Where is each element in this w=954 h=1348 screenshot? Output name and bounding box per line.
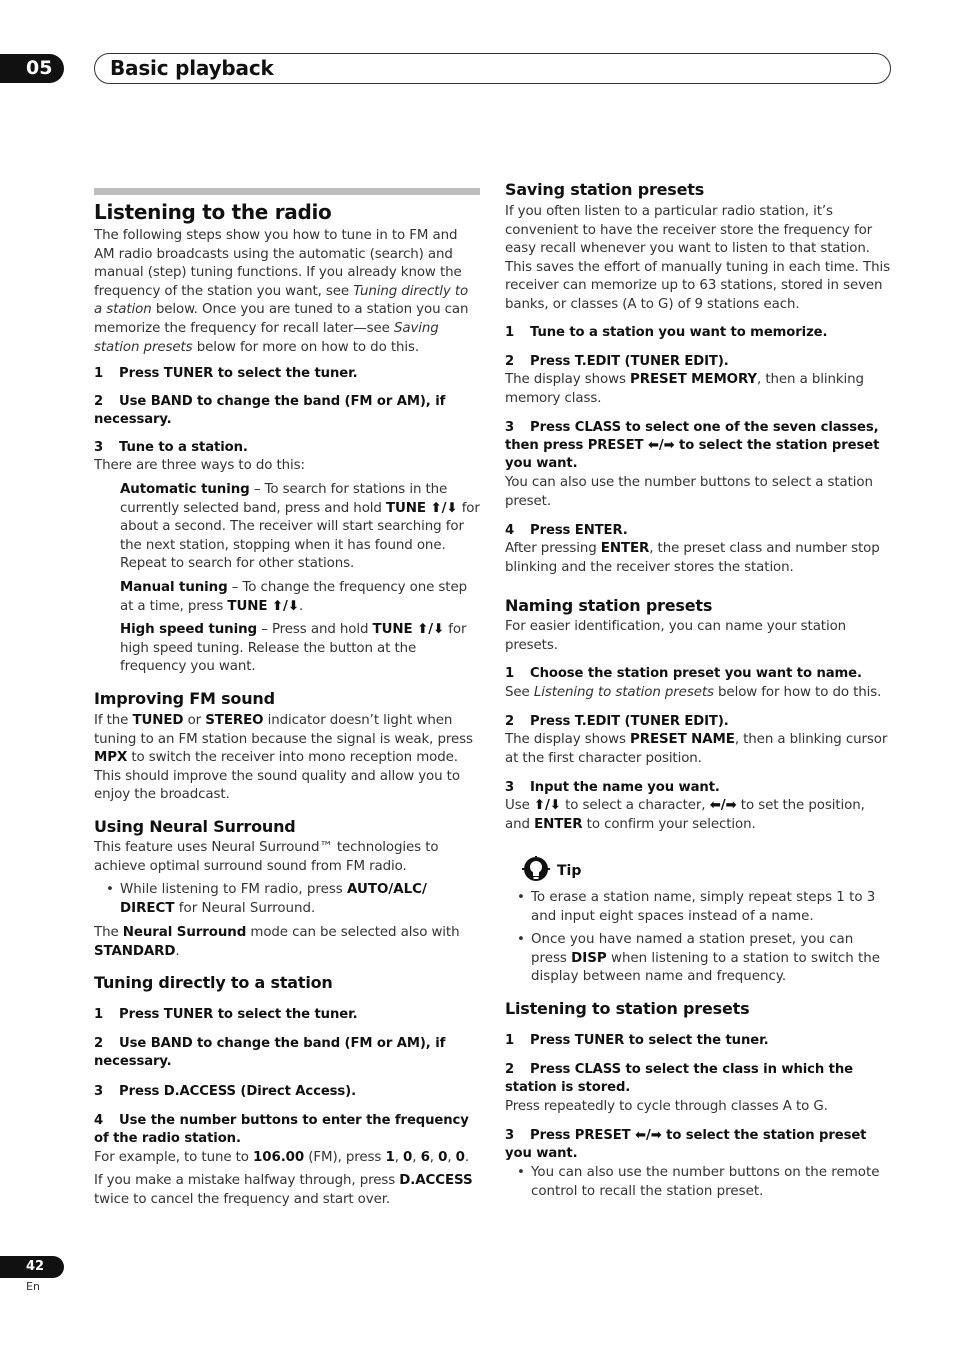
- name-step-2: 2 Press T.EDIT (TUNER EDIT).: [505, 714, 729, 729]
- tip-bullet-2: • Once you have named a station preset, you can press DISP when listening to a station to switch the display between name and frequency.: [505, 931, 891, 987]
- heading-listening-presets: Listening to station presets: [505, 999, 750, 1018]
- link-tuning-directly: Tuning directly to a station: [94, 283, 469, 318]
- lightbulb-tip-icon: [522, 856, 550, 884]
- save-step-2-text: The display shows PRESET MEMORY, then a blinking memory class.: [505, 372, 864, 406]
- step-3: 3 Tune to a station.: [94, 440, 248, 455]
- heading-naming-presets: Naming station presets: [505, 596, 713, 615]
- heading-neural-surround: Using Neural Surround: [94, 817, 296, 836]
- page-language: En: [26, 1280, 40, 1293]
- name-step-3-text: Use ⬆/⬇ to select a character, ⬅/➡ to set the position, and ENTER to confirm your selection.: [505, 798, 865, 832]
- listen-step-2-text: Press repeatedly to cycle through classes A to G.: [505, 1099, 828, 1114]
- save-step-3-text: You can also use the number buttons to select a station preset.: [505, 475, 873, 509]
- intro-paragraph: The following steps show you how to tune in to FM and AM radio broadcasts using the automatic (search) and manual (step) tuning functions. If you already know the frequency of the station you want, see Tuning directly to a station below. Once you are tuned to a station you can memorize the frequency for recall later—see Saving station presets below for more on how to do this.: [94, 228, 469, 355]
- neural-surround-note: The Neural Surround mode can be selected also with STANDARD.: [94, 925, 460, 959]
- chapter-title: Basic playback: [110, 56, 274, 80]
- listen-step-3-bullet: • You can also use the number buttons on the remote control to recall the station preset.: [505, 1164, 891, 1201]
- listen-step-2: 2 Press CLASS to select the class in which the station is stored.: [505, 1062, 853, 1095]
- section-title-listening-radio: Listening to the radio: [94, 200, 332, 224]
- name-step-1-text: See Listening to station presets below for how to do this.: [505, 685, 882, 700]
- tip-bullet-1: • To erase a station name, simply repeat steps 1 to 3 and input eight spaces instead of a name.: [505, 889, 891, 926]
- direct-step-2: 2 Use BAND to change the band (FM or AM), if necessary.: [94, 1036, 446, 1069]
- name-step-2-text: The display shows PRESET NAME, then a blinking cursor at the first character position.: [505, 732, 888, 766]
- save-step-4-text: After pressing ENTER, the preset class and number stop blinking and the receiver stores the station.: [505, 541, 880, 575]
- page-number: 42: [26, 1259, 45, 1274]
- step-2: 2 Use BAND to change the band (FM or AM), if necessary.: [94, 394, 446, 427]
- manual-tuning-paragraph: Manual tuning – To change the frequency one step at a time, press TUNE ⬆/⬇.: [120, 580, 467, 614]
- chapter-title-box: [94, 53, 891, 84]
- section-rule: [94, 188, 480, 195]
- improving-fm-paragraph: If the TUNED or STEREO indicator doesn’t light when tuning to an FM station because the signal is weak, press MPX to switch the receiver into mono reception mode. This should improve the sound quality and allow you to enjoy the broadcast.: [94, 713, 473, 803]
- heading-saving-presets: Saving station presets: [505, 180, 705, 199]
- save-step-1: 1 Tune to a station you want to memorize.: [505, 325, 828, 340]
- direct-step-4: 4 Use the number buttons to enter the frequency of the radio station.: [94, 1113, 469, 1146]
- automatic-tuning-paragraph: Automatic tuning – To search for stations in the currently selected band, press and hold TUNE ⬆/⬇ for about a second. The receiver will start searching for the next station, stopping when it has found one. Repeat to search for other stations.: [120, 482, 480, 572]
- chapter-number: 05: [26, 57, 53, 79]
- heading-tuning-directly: Tuning directly to a station: [94, 973, 333, 992]
- name-step-1: 1 Choose the station preset you want to name.: [505, 666, 862, 681]
- neural-surround-bullet: • While listening to FM radio, press AUTO/ALC/ DIRECT for Neural Surround.: [94, 881, 480, 918]
- page-number-badge: [0, 1256, 64, 1278]
- listen-step-1: 1 Press TUNER to select the tuner.: [505, 1033, 769, 1048]
- step-1: 1 Press TUNER to select the tuner.: [94, 366, 358, 381]
- name-step-3: 3 Input the name you want.: [505, 780, 720, 795]
- direct-step-1: 1 Press TUNER to select the tuner.: [94, 1007, 358, 1022]
- direct-step-3: 3 Press D.ACCESS (Direct Access).: [94, 1084, 356, 1099]
- chapter-number-badge: [0, 54, 64, 83]
- listen-step-3: 3 Press PRESET ⬅/➡ to select the station preset you want.: [505, 1128, 867, 1161]
- saving-presets-paragraph: If you often listen to a particular radio station, it’s convenient to have the receiver store the frequency for easy recall whenever you want to listen to that station. This saves the effort of manually tuning in each time. This receiver can memorize up to 63 stations, stored in seven banks, or classes (A to G) of 9 stations each.: [505, 204, 890, 312]
- neural-surround-paragraph: This feature uses Neural Surround™ technologies to achieve optimal surround sound from FM radio.: [94, 840, 439, 874]
- direct-mistake-note: If you make a mistake halfway through, press D.ACCESS twice to cancel the frequency and start over.: [94, 1173, 473, 1207]
- high-speed-tuning-paragraph: High speed tuning – Press and hold TUNE ⬆/⬇ for high speed tuning. Release the button at the frequency you want.: [120, 622, 467, 675]
- save-step-3: 3 Press CLASS to select one of the seven classes, then press PRESET ⬅/➡ to select the station preset you want.: [505, 420, 880, 471]
- link-listening-presets: Listening to station presets: [533, 685, 714, 700]
- heading-improving-fm: Improving FM sound: [94, 689, 275, 708]
- link-saving-presets: Saving station presets: [94, 320, 439, 355]
- naming-presets-paragraph: For easier identification, you can name your station presets.: [505, 619, 847, 653]
- step-3-text: There are three ways to do this:: [94, 458, 305, 473]
- save-step-2: 2 Press T.EDIT (TUNER EDIT).: [505, 354, 729, 369]
- tip-label: Tip: [557, 863, 582, 879]
- save-step-4: 4 Press ENTER.: [505, 523, 628, 538]
- direct-step-4-example: For example, to tune to 106.00 (FM), press 1, 0, 6, 0, 0.: [94, 1150, 470, 1165]
